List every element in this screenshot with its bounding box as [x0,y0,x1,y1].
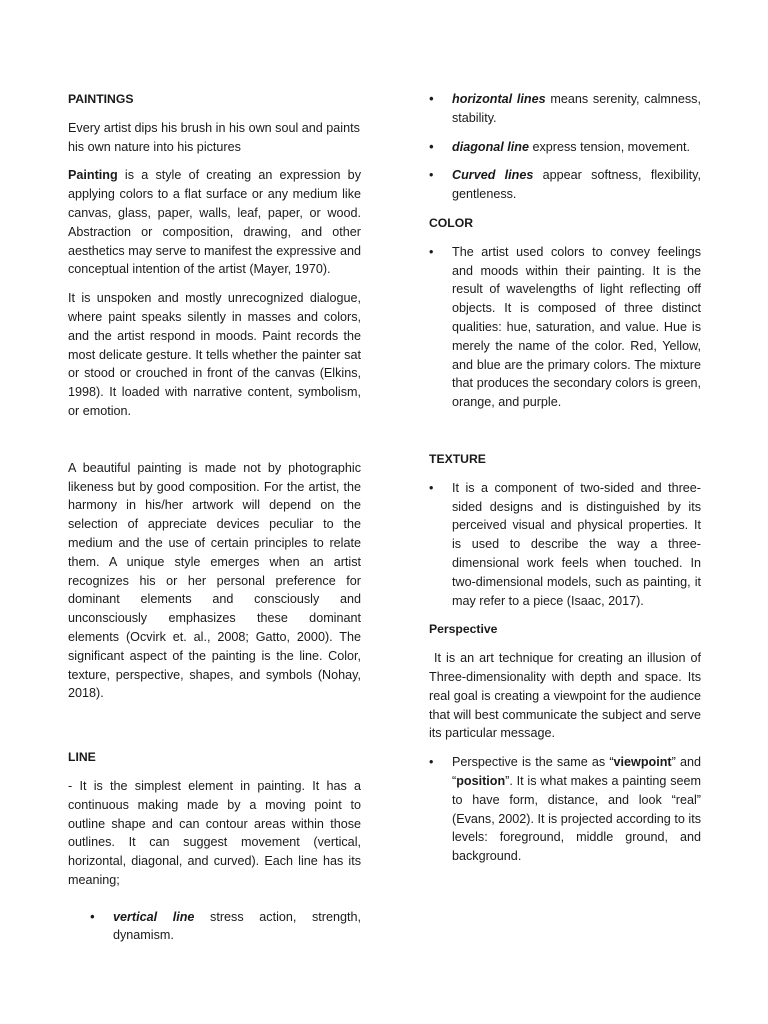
right-column [429,90,705,876]
list-item: • horizontal lines means serenity, calmness, stability. [429,90,701,128]
list-item: • vertical line stress action, strength, dynamism. [90,908,361,946]
list-item: • The artist used colors to convey feelings and moods within their painting. It is the result of wavelengths of light reflecting off objects. It is composed of three distinct qualities: hue, saturation, and value. Hue is merely the name of the color. Red, Yellow, and blue are the primary colors. The mixture that produces the secondary colors is green, orange, and purple. [429,243,701,412]
viewpoint-term: viewpoint [613,755,672,770]
line-types-list-continued [429,90,701,156]
list-item: • Perspective is the same as “viewpoint” and “position”. It is what makes a painting seem to have form, distance, and look “real” (Evans, 2002). It is projected according to its levels: foreground, middle ground, and background. [429,753,701,866]
heading-texture: TEXTURE [429,451,486,466]
spacer [429,422,701,450]
color-list [429,243,701,412]
quote-paragraph: Every artist dips his brush in his own soul and paints his own nature into his pictures [68,120,360,154]
list-item: • Curved lines appear softness, flexibility, gentleness. [429,166,701,204]
line-paragraph: - It is the simplest element in painting. It has a continuous making made by a moving point to outline shape and can contour areas within those outlines. It can suggest movement (vertical, horizontal, diagonal, and curved). Each line has its meaning; [68,778,361,887]
painting-definition-paragraph: Painting is a style of creating an expression by applying colors to a flat surface or any medium like canvas, glass, paper, walls, leaf, paper, or wood. Abstraction or composition, drawing, and other aesthetics may serve to manifest the expressive and conceptual intention of the artist (Mayer, 1970). [68,168,361,277]
spacer [68,431,361,459]
list-item: • diagonal line express tension, movement. [429,138,701,157]
dialogue-paragraph: It is unspoken and mostly unrecognized dialogue, where paint speaks silently in masses and colors, and the artist respond in moods. Paint records the most delicate gesture. It tells whether the painter sat or stood or crouched in front of the canvas (Elkins, 1998). It loaded with narrative content, symbolism, or emotion. [68,291,361,418]
line-types-list [90,908,361,946]
spacer [68,713,361,748]
heading-line: LINE [68,750,96,765]
position-term: position [456,773,506,788]
heading-perspective: Perspective [429,622,498,637]
left-column [68,90,361,955]
composition-paragraph: A beautiful painting is made not by photographic likeness but by good composition. For the artist, the harmony in his/her artwork will depend on the selection of appreciate devices peculiar to the medium and the use of certain principles to relate them. A unique style emerges when an artist recognizes his or her personal preference for dominant elements and consciously and unconsciously emphasizes these dominant elements (Ocvirk et. al., 2008; Gatto, 2000). The significant aspect of the painting is the line. Color, texture, perspective, shapes, and symbols (Nohay, 2018). [68,460,361,701]
curved-lines-list [429,166,701,204]
texture-list [429,479,701,611]
list-item: • It is a component of two-sided and three-sided designs and is distinguished by its perceived visual and physical properties. It is used to describe the way a three-dimensional work feels when touched. In two-dimensional models, such as painting, it may refer to a piece (Isaac, 2017). [429,479,701,611]
heading-color: COLOR [429,215,474,230]
perspective-paragraph: It is an art technique for creating an illusion of Three-dimensionality with depth and space. Its real goal is creating a viewpoint for the audience that will best communicate the subject and serve its particular message. [429,651,705,741]
perspective-list [429,753,701,866]
painting-term: Painting [68,168,118,183]
heading-paintings: PAINTINGS [68,92,134,106]
